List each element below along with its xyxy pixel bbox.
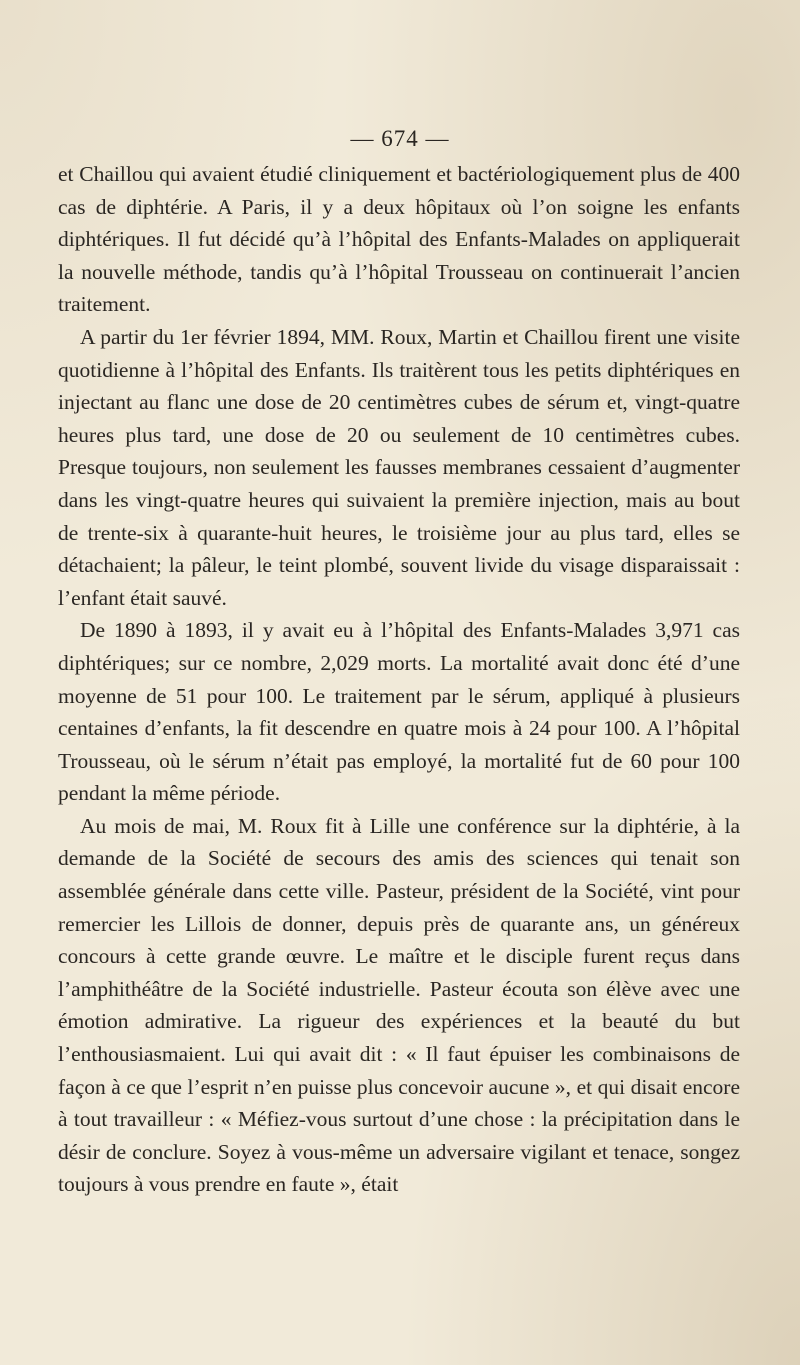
paragraph-4: Au mois de mai, M. Roux fit à Lille une conférence sur la diphtérie, à la demande de la Société de secours des amis des sciences qui tenait son assemblée générale dans cette ville. Pasteur, président de la Société, vint pour remercier les Lillois de donner, depuis près de quarante ans, un généreux concours à cette grande œuvre. Le maître et le disciple furent reçus dans l’amphithéâtre de la Société industrielle. Pasteur écouta son élève avec une émotion admirative. La rigueur des expériences et la beauté du but l’enthousiasmaient. Lui qui avait dit : « Il faut épuiser les combinaisons de façon à ce que l’esprit n’en puisse plus concevoir aucune », et qui disait encore à tout travailleur : « Méfiez-vous surtout d’une chose : la précipitation dans le désir de conclure. Soyez à vous-même un adversaire vigilant et tenace, songez toujours à vous prendre en faute », était (58, 813, 740, 1197)
body-text (58, 158, 740, 1201)
paragraph-2: A partir du 1er février 1894, MM. Roux, Martin et Chaillou firent une visite quotidienne à l’hôpital des Enfants. Ils traitèrent tous les petits diphtériques en injectant au flanc une dose de 20 centimètres cubes de sérum et, vingt-quatre heures plus tard, une dose de 20 ou seulement de 10 centimètres cubes. Presque toujours, non seulement les fausses membranes cessaient d’augmenter dans les vingt-quatre heures qui suivaient la première injection, mais au bout de trente-six à quarante-huit heures, le troisième jour au plus tard, elles se détachaient; la pâleur, le teint plombé, souvent livide du visage disparaissait : l’enfant était sauvé. (58, 324, 740, 610)
paragraph-1: et Chaillou qui avaient étudié cliniquement et bactériologiquement plus de 400 cas de diphtérie. A Paris, il y a deux hôpitaux où l’on soigne les enfants diphtériques. Il fut décidé qu’à l’hôpital des Enfants-Malades on appliquerait la nouvelle méthode, tandis qu’à l’hôpital Trousseau on continuerait l’ancien traitement. (58, 162, 740, 317)
paragraph-3: De 1890 à 1893, il y avait eu à l’hôpital des Enfants-Malades 3,971 cas diphtériques; sur ce nombre, 2,029 morts. La mortalité avait donc été d’une moyenne de 51 pour 100. Le traitement par le sérum, appliqué à plusieurs centaines d’enfants, la fit descendre en quatre mois à 24 pour 100. A l’hôpital Trousseau, où le sérum n’était pas employé, la mortalité fut de 60 pour 100 pendant la même période. (58, 618, 740, 806)
page-number: — 674 — (350, 126, 450, 151)
